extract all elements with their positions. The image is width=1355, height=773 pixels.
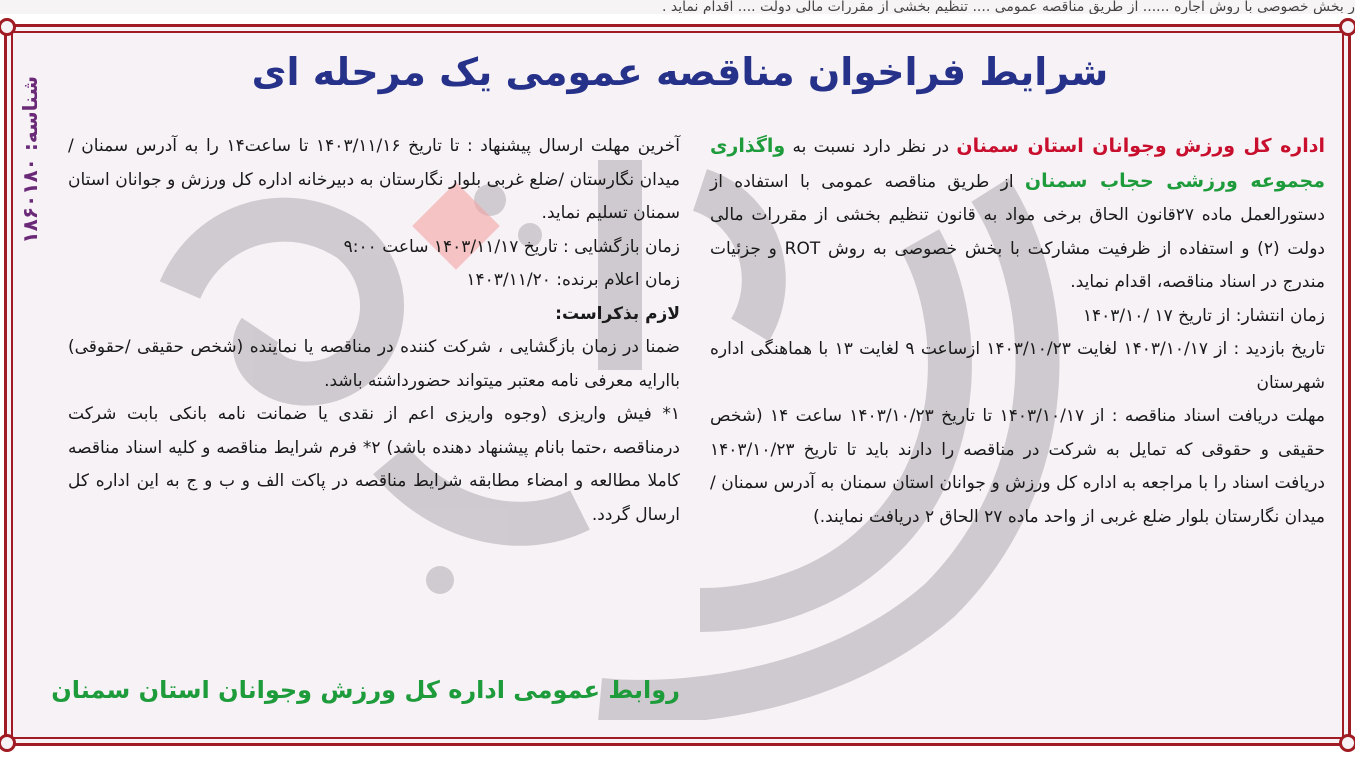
tender-subject: واگذاری مجموعه ورزشی حجاب سمنان <box>710 135 1325 192</box>
page-title: شرایط فراخوان مناقصه عمومی یک مرحله ای <box>251 50 1109 94</box>
note-attendance: ضمنا در زمان بازگشایی ، شرکت کننده در مناقصه یا نماینده (شخص حقیقی /حقوقی) باارایه معرفی نامه معتبر میتواند حضورداشته باشد. <box>68 337 680 391</box>
note-documents: ۱* فیش واریزی (وجوه واریزی اعم از نقدی یا ضمانت نامه بانکی بابت شرکت درمناقصه ،حتما بانام پیشنهاد دهنده باشد) ۲* فرم شرایط مناقصه و کلیه اسناد مناقصه کاملا مطالعه و امضاء مطابقه شرایط مناقصه در پاکت الف و ب و ج به این اداره کل ارسال گردد. <box>68 404 680 525</box>
submission-deadline: آخرین مهلت ارسال پیشنهاد : تا تاریخ ۱۴۰۳/۱۱/۱۶ تا ساعت۱۴ را به آدرس سمنان /میدان نگارستان /ضلع غربی بلوار نگارستان به دبیرخانه اداره کل ورزش و جوانان استان سمنان تسلیم نماید. <box>68 136 680 223</box>
top-text-strip: ر بخش خصوصی با روش اجاره ...... از طریق مناقصه عمومی .... تنظیم بخشی از مقررات مالی دولت .... اقدام نماید . <box>0 0 1355 14</box>
ad-id-vertical <box>8 50 52 270</box>
publish-date: زمان انتشار: از تاریخ ۱۷ /۱۴۰۳/۱۰ <box>1082 305 1325 326</box>
public-relations-signature: روابط عمومی اداره کل ورزش وجوانان استان سمنان <box>51 676 680 704</box>
left-column <box>68 130 680 532</box>
winner-announcement: زمان اعلام برنده: ۱۴۰۳/۱۱/۲۰ <box>466 270 680 290</box>
note-heading: لازم بذکراست: <box>555 303 680 324</box>
ad-id-text: شناسه: ۱۸۶۰۱۸۰ <box>18 76 42 244</box>
corner-ornament <box>0 18 16 36</box>
corner-ornament <box>1339 18 1355 36</box>
intro-text-1: در نظر دارد نسبت به <box>785 137 957 157</box>
document-receive-deadline: مهلت دریافت اسناد مناقصه : از ۱۴۰۳/۱۰/۱۷ تا تاریخ ۱۴۰۳/۱۰/۲۳ ساعت ۱۴ (شخص حقیقی و حقوقی که تمایل به شرکت در مناقصه را دارند باید تا تاریخ ۱۴۰۳/۱۰/۲۳ دریافت اسناد را با مراجعه به اداره کل ورزش و جوانان استان سمنان به آدرس سمنان / میدان نگارستان بلوار ضلع غربی از واحد ماده ۲۷ الحاق ۲ دریافت نمایند.) <box>710 406 1325 527</box>
intro-text-2: از طریق مناقصه عمومی با استفاده از دستورالعمل ماده ۲۷قانون الحاق برخی مواد به قانون تنظیم بخشی از مقررات مالی دولت (۲) و استفاده از ظرفیت مشارکت با بخش خصوصی به روش ROT و جزئیات مندرج در اسناد مناقصه، اقدام نماید. <box>710 171 1325 292</box>
corner-ornament <box>1339 734 1355 752</box>
organization-name: اداره کل ورزش وجوانان استان سمنان <box>956 135 1325 157</box>
opening-time: زمان بازگشایی : تاریخ ۱۴۰۳/۱۱/۱۷ ساعت ۹:۰۰ <box>343 236 680 257</box>
intro-paragraph <box>710 130 1325 300</box>
visit-date: تاریخ بازدید : از ۱۴۰۳/۱۰/۱۷ لغایت ۱۴۰۳/۱۰/۲۳ ازساعت ۹ لغایت ۱۳ با هماهنگی اداره شهرستان <box>710 339 1326 393</box>
right-column <box>710 130 1325 534</box>
corner-ornament <box>0 734 16 752</box>
